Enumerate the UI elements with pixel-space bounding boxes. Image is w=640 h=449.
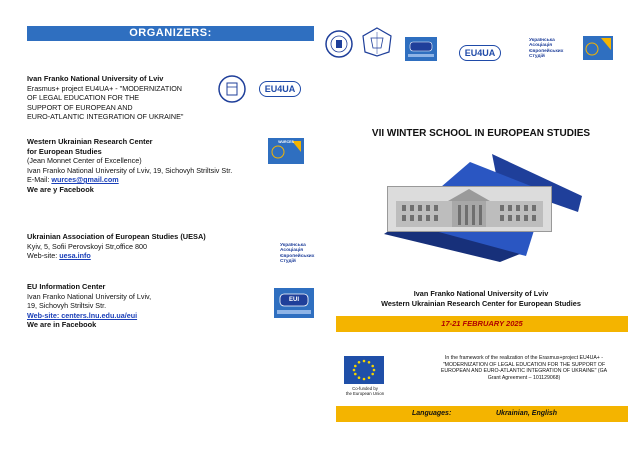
framework-line-3: EUROPEAN AND EURO-ATLANTIC INTEGRATION OF UKRAINE" (GA (440, 368, 608, 375)
eui-web-link[interactable]: Web-site: centers.lnu.edu.ua/eui (27, 310, 138, 320)
org-lnu-name: Ivan Franko National University of Lviv (27, 74, 164, 83)
organizers-banner: ORGANIZERS: (27, 26, 314, 41)
eu-caption-line-2: the European Union (345, 391, 385, 396)
eu4ua-logo-text: EU4UA (259, 81, 302, 97)
languages-value: Ukrainian, English (496, 410, 558, 417)
eui-facebook-text: We are in Facebook (27, 320, 97, 329)
wurces-logo-icon (268, 138, 304, 164)
dates-bar (336, 316, 628, 332)
languages-label: Languages: (412, 410, 452, 417)
framework-text (420, 355, 628, 381)
org-eui-block (27, 282, 247, 330)
wurces-email-link[interactable]: wurces@gmail.com (51, 175, 119, 184)
university-crest-icon (359, 26, 395, 58)
event-title: VII WINTER SCHOOL IN EUROPEAN STUDIES (371, 128, 591, 139)
eui-logo-text: EUI (288, 297, 299, 303)
org-eui-line-2: 19, Sichovyh Striltsiv Str. (27, 301, 107, 310)
email-label: E-Mail: (27, 175, 52, 184)
eu4ua-top-logo-icon (455, 42, 505, 64)
org-lnu-line-4: EURO-ATLANTIC INTEGRATION OF UKRAINE" (27, 112, 184, 121)
uesa-logo-icon (260, 241, 324, 265)
org-wurces-name-1: Western Ukrainian Research Center (27, 137, 153, 146)
uesa-top-logo-icon (510, 37, 576, 61)
framework-line-1: In the framework of the realization of the Erasmus+project EU4UA+ - (444, 355, 603, 361)
org-eui-name: EU Information Center (27, 282, 106, 291)
org-lnu-line-1: Erasmus+ project EU4UA+ - "MODERNIZATION (27, 83, 182, 93)
eui-logo-icon (274, 288, 314, 318)
organizers-subtitle (336, 289, 626, 309)
subtitle-line-1: Ivan Franko National University of Lviv (413, 289, 549, 298)
eu-cofunded-caption (338, 386, 392, 396)
eu4ua-logo-icon (254, 78, 306, 100)
uesa-top-logo-text: Українська Асоціація Європейських Студій (529, 38, 564, 60)
subtitle-line-2: Western Ukrainian Research Center for European Studies (381, 299, 581, 308)
uesa-web-link[interactable]: uesa.info (59, 251, 91, 260)
uesa-logo-text: Українська Асоціація Європейських Студій (280, 243, 315, 264)
org-uesa-line-1: Kyiv, 5, Sofii Perovskoyi Str,office 800 (27, 241, 147, 251)
org-uesa-name: Ukrainian Association of European Studies (UESA) (27, 232, 206, 241)
framework-line-2: "MODERNIZATION OF LEGAL EDUCATION FOR THE SUPPORT OF (442, 361, 606, 368)
eui-top-logo-icon (405, 37, 437, 61)
org-lnu-line-3: SUPPORT OF EUROPEAN AND (27, 102, 133, 112)
wurces-facebook-text: We are у Facebook (27, 184, 94, 194)
lnu-seal-icon (325, 30, 353, 58)
languages-bar (336, 406, 628, 422)
university-building-image (387, 186, 552, 232)
framework-line-4: Grant Agreement – 101129068) (487, 374, 561, 381)
eu-flag-icon (344, 356, 384, 384)
wurces-top-logo-icon (583, 36, 613, 60)
wurces-logo-text: WURCES (278, 140, 294, 144)
org-wurces-block (27, 137, 287, 194)
eu-caption-line-1: Co-funded by (352, 386, 378, 391)
org-lnu-line-2: OF LEGAL EDUCATION FOR THE (27, 93, 140, 102)
org-wurces-line-2: Ivan Franko National University of Lviv, 19, Sichovyh Striltsiv Str. (27, 165, 233, 175)
uesa-web-label: Web-site: (27, 251, 60, 260)
org-uesa-block (27, 232, 247, 261)
org-lnu-block (27, 74, 227, 122)
event-dates: 17-21 FEBRUARY 2025 (441, 319, 523, 328)
org-wurces-line-1: (Jean Monnet Center of Excellence) (27, 156, 142, 165)
eu4ua-top-logo-text: EU4UA (459, 45, 502, 61)
lnu-crest-icon (218, 74, 246, 104)
org-eui-line-1: Ivan Franko National University of Lviv, (27, 291, 152, 301)
org-wurces-name-2: for European Studies (27, 146, 102, 156)
